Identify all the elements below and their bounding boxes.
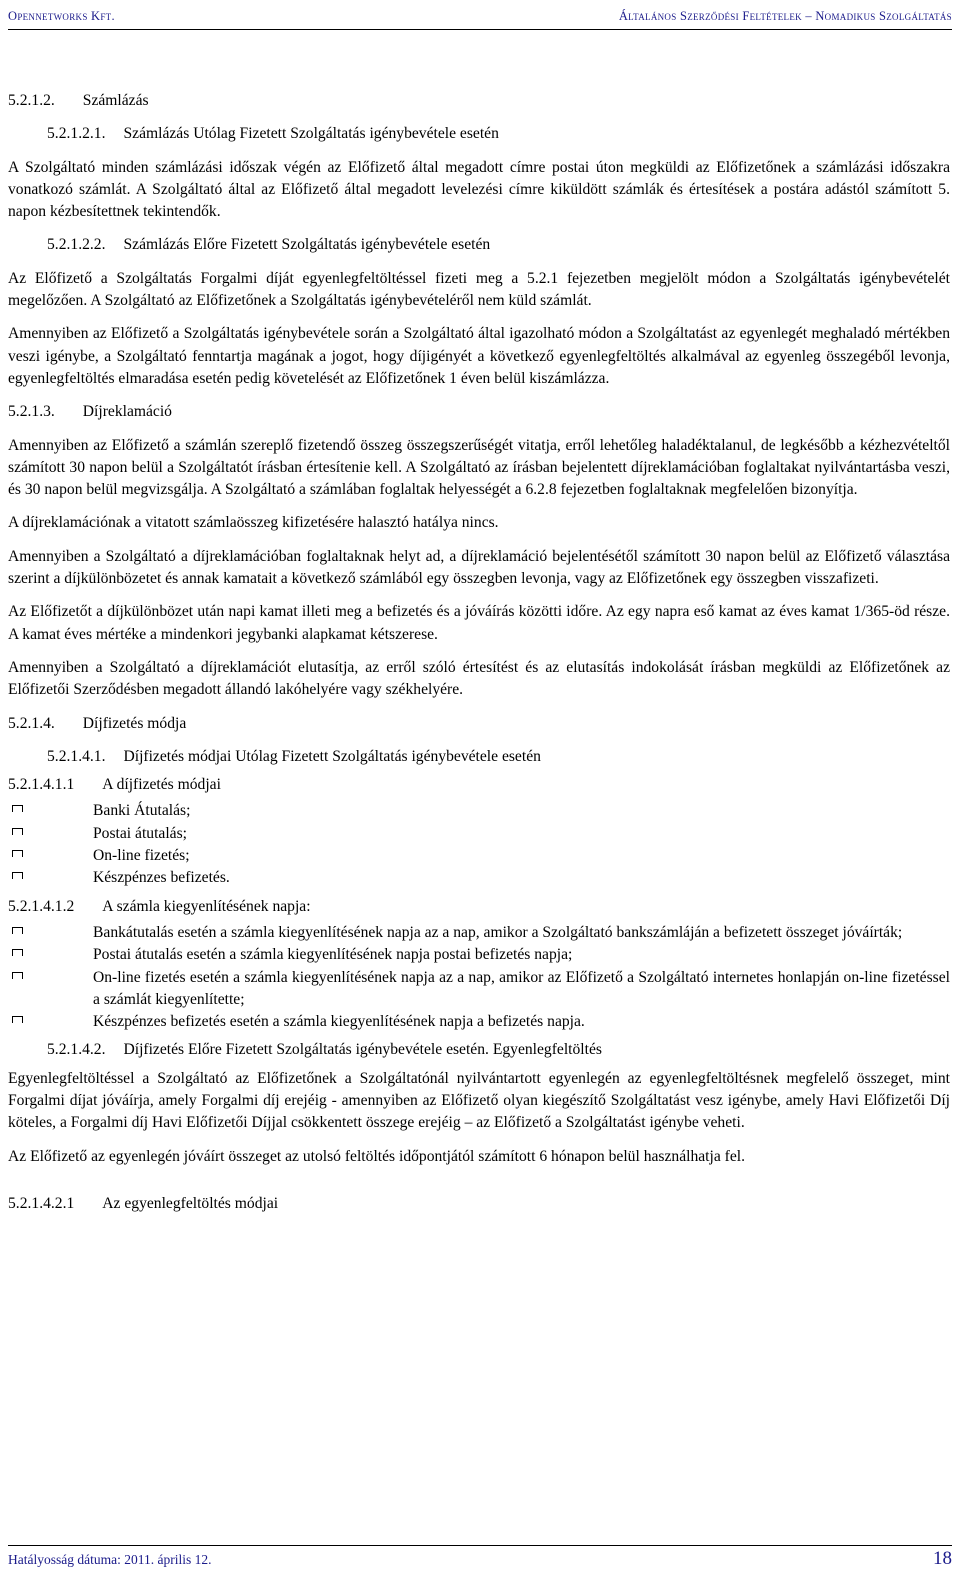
document-body [8, 90, 950, 1226]
bullet-icon [12, 927, 23, 934]
list-item [8, 867, 950, 889]
section-title: Számlázás Előre Fizetett Szolgáltatás igénybevétele esetén [123, 236, 491, 254]
list-item-text: On-line fizetés esetén a számla kiegyenlítésének napja az a nap, amikor az Előfizető a Szolgáltató internetes honlapján on-line fizetéssel a számlát kiegyenlítette; [93, 968, 950, 1008]
page-header [8, 7, 952, 30]
bullet-icon [12, 805, 23, 812]
section-title: Díjfizetés módjai Utólag Fizetett Szolgáltatás igénybevétele esetén [123, 747, 541, 765]
section-number: 5.2.1.2. [8, 92, 55, 109]
heading-5-2-1-3 [8, 401, 950, 423]
paragraph: Az Előfizetőt a díjkülönbözet után napi kamat illeti meg a befizetés és a jóváírás közötti időre. Az egy napra eső kamat az éves kamat 1/365-öd része. A kamat éves mértéke a mindenkori jegybanki alapkamat kétszerese. [8, 603, 950, 643]
bullet-icon [12, 872, 23, 879]
section-title: A díjfizetés módjai [102, 776, 221, 794]
payment-methods-list [8, 800, 950, 889]
section-number: 5.2.1.3. [8, 403, 55, 421]
bullet-icon [12, 850, 23, 857]
paragraph: Amennyiben a Szolgáltató a díjreklamációt elutasítja, az erről szóló értesítést és az elutasítás indokolását írásban megküldi az Előfizetőnek az Előfizetői Szerződésben megadott állandó lakóhelyére vagy székhelyére. [8, 658, 950, 699]
paragraph: Amennyiben a Szolgáltató a díjreklamációban foglaltaknak helyt ad, a díjreklamáció bejelentésétől számított 30 napon belül az Előfizető választása szerint a díjkülönbözetet és annak kamatait a következő számlából egy összegben levonja, vagy az Előfizetőnek egy összegben visszafizeti. [8, 547, 950, 588]
section-number: 5.2.1.4.1.2 [8, 897, 75, 915]
heading-5-2-1-4-1 [8, 746, 950, 768]
paragraph: Az Előfizető az egyenlegén jóváírt összeget az utolsó feltöltés időpontjától számított 6 hónapon belül használhatja fel. [8, 1147, 746, 1165]
list-item [8, 845, 950, 867]
heading-5-2-1-4-1-2 [8, 896, 950, 918]
list-item [8, 823, 950, 845]
list-item [8, 922, 950, 944]
list-item-text: Banki Átutalás; [93, 802, 191, 820]
effective-date: Hatályosság dátuma: 2011. április 12. [8, 1552, 212, 1567]
list-item-text: Készpénzes befizetés esetén a számla kiegyenlítésének napja a befizetés napja. [93, 1013, 585, 1031]
section-number: 5.2.1.4.2. [47, 1041, 106, 1059]
settlement-date-list [8, 922, 950, 1033]
section-number: 5.2.1.4. [8, 714, 55, 732]
header-company: Opennetworks Kft. [8, 9, 115, 23]
heading-5-2-1-2-2 [8, 234, 950, 256]
list-item-text: Készpénzes befizetés. [93, 869, 230, 887]
section-number: 5.2.1.2.1. [47, 125, 106, 143]
bullet-icon [12, 1016, 23, 1023]
heading-5-2-1-4-2-1 [8, 1193, 950, 1215]
paragraph: A Szolgáltató minden számlázási időszak végén az Előfizető által megadott címre postai úton megküldi az Előfizetőnek a számlázási időszakra vonatkozó számlát. A Szolgáltató által az Előfizető által megadott levelezési címre kiküldött számlák és értesítések a postára adástól számított 5. napon kézbesítettnek tekintendők. [8, 158, 950, 221]
section-number: 5.2.1.2.2. [47, 236, 106, 254]
section-title: Számlázás [82, 92, 149, 109]
paragraph: Egyenlegfeltöltéssel a Szolgáltató az Előfizetőnek a Szolgáltatónál nyilvántartott egyenlegén az egyenlegfeltöltésnek megfelelő összeget, mint Forgalmi díjat jóváírja, amely Forgalmi díj erejéig - amennyiben az Előfizető olyan kiegészítő Szolgáltatást vesz igénybe, amely Havi Előfizetői Díj köteles, a Forgalmi díj Havi Előfizetői Díjjal csökkentett összege erejéig – az Előfizető a Szolgáltatást igénybe veheti. [8, 1069, 950, 1132]
paragraph: Az Előfizető a Szolgáltatás Forgalmi díját egyenlegfeltöltéssel fizeti meg a 5.2.1 fejezetben megjelölt módon a Szolgáltatás igénybevételét megelőzően. A Szolgáltató az Előfizetőnek a Szolgáltatás igénybevételéről nem küld számlát. [8, 269, 950, 310]
section-number: 5.2.1.4.1.1 [8, 776, 75, 794]
section-title: Az egyenlegfeltöltés módjai [102, 1194, 279, 1212]
heading-5-2-1-2-1 [8, 123, 950, 145]
list-item [8, 1011, 950, 1033]
list-item-text: On-line fizetés; [93, 847, 190, 865]
paragraph: Amennyiben az Előfizető a Szolgáltatás igénybevétele során a Szolgáltató által igazolható módon a Szolgáltatást az egyenlegét meghaladó mértékben veszi igénybe, a Szolgáltató fenntartja magának a jogot, hogy díjigényét a következő egyenlegfeltöltés alkalmával az egyenleg összegéből levonja, egyenlegfeltöltés elmaradása esetén pedig követelését az Előfizetőnek 1 éven belül kiszámlázza. [8, 325, 950, 387]
list-item-text: Postai átutalás esetén a számla kiegyenlítésének napja postai befizetés napja; [93, 946, 573, 964]
header-document-title: Általános Szerződési Feltételek – Nomadikus Szolgáltatás [618, 9, 952, 23]
paragraph: A díjreklamációnak a vitatott számlaösszeg kifizetésére halasztó hatálya nincs. [8, 514, 499, 532]
page-footer [8, 1545, 952, 1576]
heading-5-2-1-4-2 [8, 1039, 950, 1061]
bullet-icon [12, 972, 23, 979]
bullet-icon [12, 828, 23, 835]
section-title: Számlázás Utólag Fizetett Szolgáltatás igénybevétele esetén [123, 125, 499, 143]
section-title: Díjfizetés módja [82, 714, 187, 732]
paragraph: Amennyiben az Előfizető a számlán szereplő fizetendő összeg összegszerűségét vitatja, erről lehetőleg haladéktalanul, de legkésőbb a kézhezvételtől számított 30 napon belül a Szolgáltatót írásban értesítenie kell. A Szolgáltató az írásban bejelentett díjreklamációban foglaltakat nyilvántartásba veszi, és 30 napon belül megvizsgálja. A Szolgáltató a számlában foglaltak helyességét a 6.2.8 fejezetben foglaltaknak megfelelően bizonyítja. [8, 436, 950, 499]
heading-5-2-1-4-1-1 [8, 774, 950, 796]
list-item [8, 944, 950, 966]
list-item-text: Postai átutalás; [93, 824, 187, 842]
section-number: 5.2.1.4.1. [47, 747, 106, 765]
bullet-icon [12, 949, 23, 956]
section-title: A számla kiegyenlítésének napja: [102, 897, 311, 915]
section-title: Díjreklamáció [82, 403, 172, 421]
heading-5-2-1-4 [8, 713, 950, 735]
page-number: 18 [933, 1548, 952, 1569]
heading-5-2-1-2 [8, 90, 950, 112]
list-item-text: Bankátutalás esetén a számla kiegyenlítésének napja az a nap, amikor a Szolgáltató bankszámláján a befizetett összeget jóváírták; [93, 923, 903, 941]
section-title: Díjfizetés Előre Fizetett Szolgáltatás igénybevétele esetén. Egyenlegfeltöltés [123, 1041, 602, 1059]
list-item [8, 800, 950, 822]
section-number: 5.2.1.4.2.1 [8, 1194, 75, 1212]
list-item [8, 967, 950, 1012]
